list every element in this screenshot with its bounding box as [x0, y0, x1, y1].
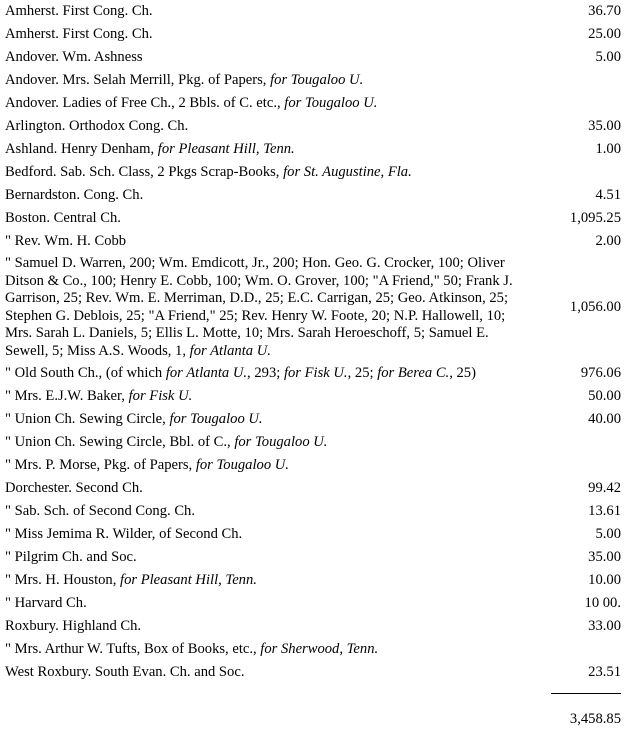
entry-description: " Mrs. Arthur W. Tufts, Box of Books, etc., for Sherwood, Tenn.: [5, 640, 379, 657]
entry-amount: 13.61: [588, 502, 621, 519]
ledger-row: [0, 253, 629, 362]
entry-amount: 10.00: [588, 571, 621, 588]
entry-description: " Rev. Wm. H. Cobb: [5, 232, 127, 249]
ledger-row: [0, 569, 629, 592]
entry-amount: 10 00.: [584, 594, 621, 611]
ledger-row: [0, 408, 629, 431]
entry-amount: 25.00: [588, 25, 621, 42]
entry-description: " Miss Jemima R. Wilder, of Second Ch.: [5, 525, 243, 542]
ledger-row: [0, 500, 629, 523]
ledger-row: [0, 230, 629, 253]
entry-description: Roxbury. Highland Ch.: [5, 617, 142, 634]
entry-amount: 5.00: [595, 48, 621, 65]
entry-amount: 35.00: [588, 117, 621, 134]
entry-amount: 976.06: [580, 364, 621, 381]
entry-amount: 1,095.25: [569, 209, 621, 226]
entry-description: " Mrs. E.J.W. Baker, for Fisk U.: [5, 387, 193, 404]
total-row: [0, 684, 629, 730]
entry-description: West Roxbury. South Evan. Ch. and Soc.: [5, 663, 245, 680]
entry-amount: 36.70: [588, 2, 621, 19]
entry-description: Amherst. First Cong. Ch.: [5, 25, 153, 42]
entry-description: Boston. Central Ch.: [5, 209, 121, 226]
entry-amount: 99.42: [588, 479, 621, 496]
entry-amount: 1.00: [595, 140, 621, 157]
entry-amount: 2.00: [595, 232, 621, 249]
total-amount: 3,458.85: [569, 711, 621, 727]
ledger-row: [0, 92, 629, 115]
entry-description: Ashland. Henry Denham, for Pleasant Hill, Tenn.: [5, 140, 295, 157]
entry-description: " Mrs. H. Houston, for Pleasant Hill, Tenn.: [5, 571, 257, 588]
ledger-row: [0, 615, 629, 638]
ledger-row: [0, 638, 629, 661]
ledger-row: [0, 23, 629, 46]
entry-description: " Sab. Sch. of Second Cong. Ch.: [5, 502, 195, 519]
ledger-row: [0, 523, 629, 546]
ledger-row: [0, 69, 629, 92]
entry-description: Amherst. First Cong. Ch.: [5, 2, 153, 19]
ledger-row: [0, 0, 629, 23]
ledger-row: [0, 592, 629, 615]
entry-description: " Union Ch. Sewing Circle, Bbl. of C., for Tougaloo U.: [5, 433, 328, 450]
entry-description: " Pilgrim Ch. and Soc.: [5, 548, 137, 565]
entry-amount: 35.00: [588, 548, 621, 565]
entry-amount: 23.51: [588, 663, 621, 680]
entry-description: " Harvard Ch.: [5, 594, 87, 611]
ledger-row: [0, 477, 629, 500]
entry-description: Arlington. Orthodox Cong. Ch.: [5, 117, 189, 134]
ledger-row: [0, 46, 629, 69]
entry-amount: 4.51: [595, 186, 621, 203]
ledger-row-old-south: [0, 362, 629, 385]
entry-description: " Union Ch. Sewing Circle, for Tougaloo U.: [5, 410, 263, 427]
ledger-row: [0, 661, 629, 684]
ledger-row: [0, 184, 629, 207]
entry-amount: 5.00: [595, 525, 621, 542]
ledger-row: [0, 138, 629, 161]
entry-description: Bedford. Sab. Sch. Class, 2 Pkgs Scrap-Books, for St. Augustine, Fla.: [5, 163, 412, 180]
entry-amount: 40.00: [588, 410, 621, 427]
entry-description: Andover. Mrs. Selah Merrill, Pkg. of Papers, for Tougaloo U.: [5, 71, 364, 88]
ledger-row: [0, 431, 629, 454]
ledger-row: [0, 385, 629, 408]
entry-description: Andover. Ladies of Free Ch., 2 Bbls. of C. etc., for Tougaloo U.: [5, 94, 378, 111]
entry-description: Bernardston. Cong. Ch.: [5, 186, 144, 203]
ledger-row: [0, 115, 629, 138]
entry-description: Andover. Wm. Ashness: [5, 48, 143, 65]
ledger-row: [0, 161, 629, 184]
sum-rule: [551, 693, 621, 694]
entry-amount: 1,056.00: [569, 298, 621, 315]
entry-description: " Samuel D. Warren, 200; Wm. Emdicott, Jr., 200; Hon. Geo. G. Crocker, 100; Oliver Ditson & Co., 100; Henry E. Cobb, 100; Wm. O. Grover, 100; "A Friend," 50; Frank J. Garrison, 25; Rev. Wm. E. Merriman, D.D., 25; E.C. Carrigan, 25; Geo. Atkinson, 25; Stephen G. Deblois, 25; "A Friend," 25; Rev. Henry W. Foote, 20; N.P. Hallowell, 10; Mrs. Sarah L. Daniels, 5; Ellis L. Motte, 10; Mrs. Sarah Heroeschoff, 5; Samuel E. Sewell, 5; Miss A.S. Woods, 1, for Atlanta U.: [5, 255, 513, 359]
ledger-row: [0, 454, 629, 477]
entry-description: " Mrs. P. Morse, Pkg. of Papers, for Tougaloo U.: [5, 456, 289, 473]
ledger-row: [0, 546, 629, 569]
entry-amount: 33.00: [588, 617, 621, 634]
entry-amount: 50.00: [588, 387, 621, 404]
ledger-row: [0, 207, 629, 230]
entry-description: " Old South Ch., (of which for Atlanta U., 293; for Fisk U., 25; for Berea C., 25): [5, 364, 476, 381]
entry-description: Dorchester. Second Ch.: [5, 479, 143, 496]
